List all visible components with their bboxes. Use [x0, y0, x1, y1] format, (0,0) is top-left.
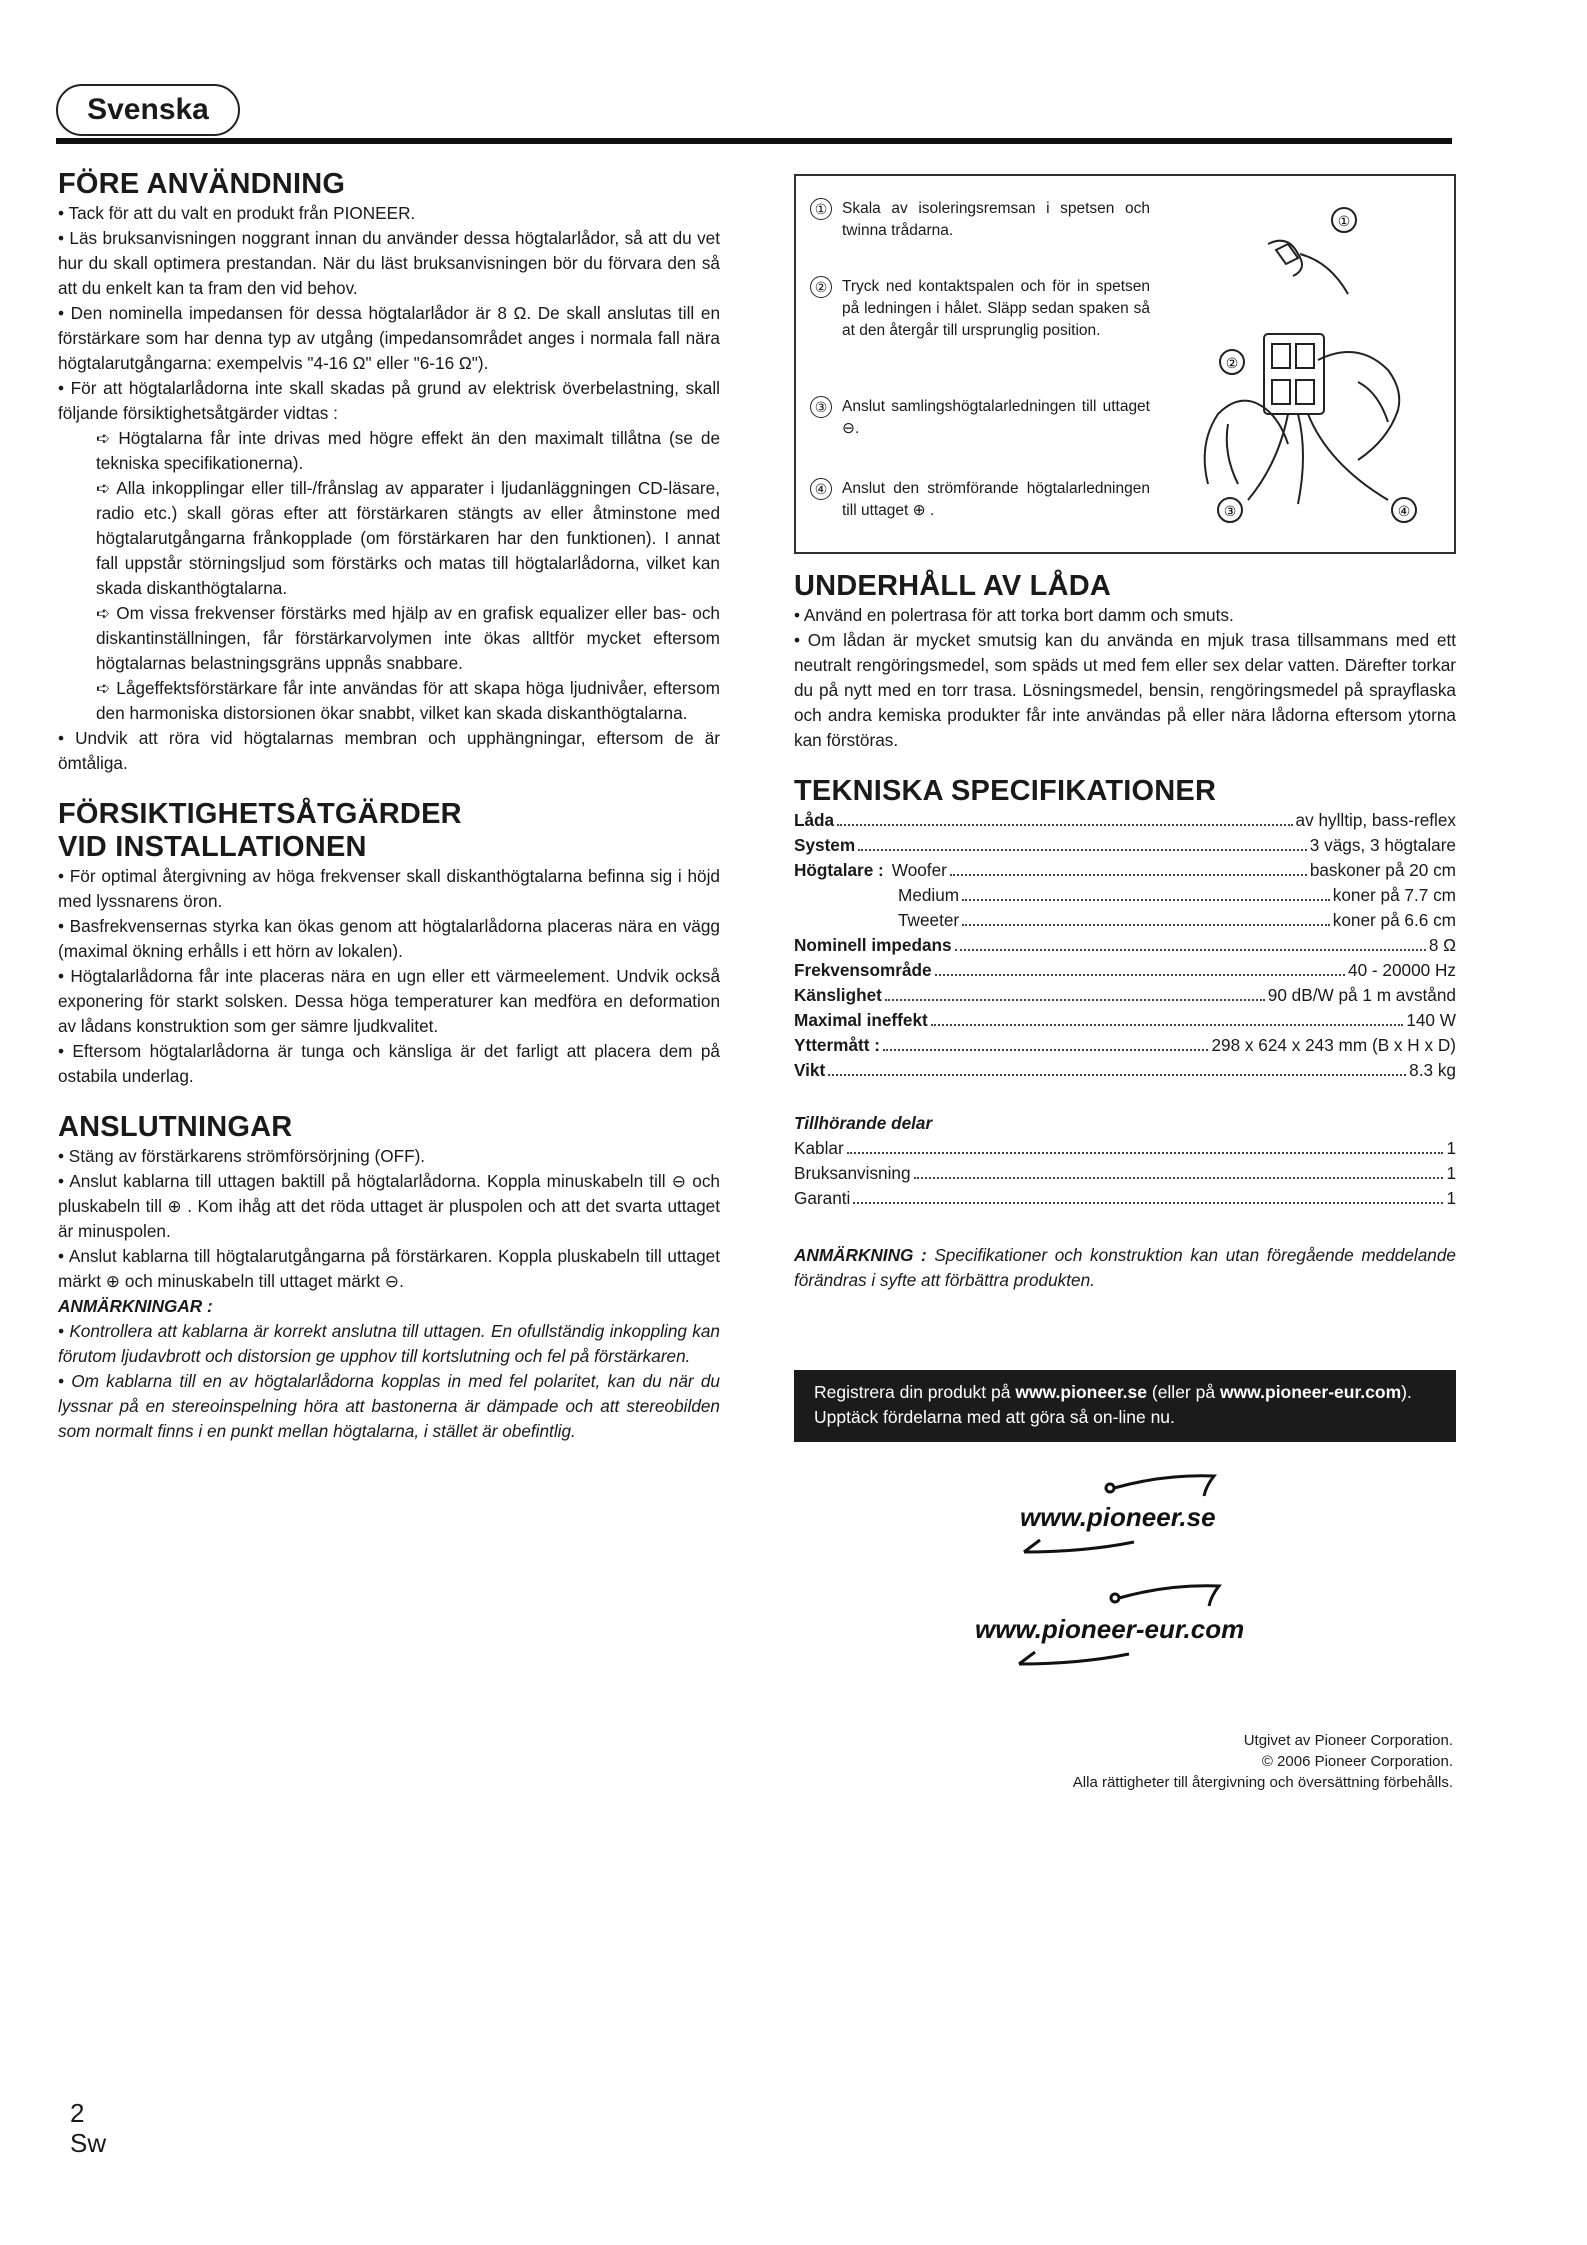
spec-row: [794, 883, 1456, 908]
section-title-precautions-1: FÖRSIKTIGHETSÅTGÄRDER: [58, 798, 462, 830]
paragraph: • Undvik att röra vid högtalarnas membran och upphängningar, eftersom de är ömtåliga.: [58, 728, 720, 773]
url-logo-eur[interactable]: www.pioneer-eur.com: [975, 1614, 1245, 1644]
paragraph: • Tack för att du valt en produkt från PIONEER.: [58, 203, 416, 223]
language-tab: [56, 84, 240, 136]
dot-leader: [950, 858, 1307, 876]
note-item: • Kontrollera att kablarna är korrekt anslutna till uttagen. En ofullständig inkoppling kan förutom ljudavbrott och distorsion ge upphov till kortslutning och fel på förstärkaren.: [58, 1321, 720, 1366]
paragraph: • Använd en polertrasa för att torka bort damm och smuts.: [794, 605, 1234, 625]
spec-row: [794, 933, 1456, 958]
left-column: [58, 168, 720, 1444]
dot-leader: [847, 1136, 1444, 1154]
callout-4: ④: [1397, 503, 1411, 519]
accessory-qty: 1: [1446, 1163, 1456, 1183]
publisher-line: Utgivet av Pioneer Corporation.: [1243, 1732, 1453, 1749]
spec-sublabel: Woofer: [891, 860, 947, 880]
spec-label: Känslighet: [794, 985, 882, 1005]
header-rule: [56, 138, 1452, 144]
accessory-row: [794, 1186, 1456, 1211]
dot-leader: [883, 1033, 1209, 1051]
step-number: ②: [810, 276, 832, 298]
spec-value: 8.3 kg: [1409, 1060, 1456, 1080]
spec-remark: [794, 1243, 1456, 1293]
spec-value: koner på 6.6 cm: [1332, 910, 1456, 930]
spec-value: koner på 7.7 cm: [1332, 885, 1456, 905]
spec-value: baskoner på 20 cm: [1309, 860, 1456, 880]
paragraph: • Den nominella impedansen för dessa högtalarlådor är 8 Ω. De skall anslutas till en förstärkare som har denna typ av utgång (impedansområdet anges i normala fall nära högtalarutgångarna: exempelvis "4-16 Ω" eller "6-16 Ω").: [58, 303, 720, 373]
reg-text: Registrera din produkt på: [814, 1382, 1016, 1402]
spec-table: [794, 808, 1456, 1083]
spec-value: 8 Ω: [1428, 935, 1456, 955]
paragraph: • För optimal återgivning av höga frekvenser skall diskanthögtalarna befinna sig i höjd med lyssnarens öron.: [58, 866, 720, 911]
section-title-before-use: FÖRE ANVÄNDNING: [58, 168, 346, 200]
sub-item: ➪ Högtalarna får inte drivas med högre effekt än den maximalt tillåtna (se de tekniska specifikationerna).: [96, 428, 720, 473]
callout-3: ③: [1223, 503, 1237, 519]
step-text: Anslut den strömförande högtalarledningen till uttaget ⊕ .: [842, 480, 1150, 519]
accessories-list: [794, 1136, 1456, 1211]
page-number-value: 2: [70, 2098, 85, 2128]
spec-row: [794, 908, 1456, 933]
url-logo-se[interactable]: www.pioneer.se: [1020, 1502, 1216, 1532]
dot-leader: [931, 1008, 1404, 1026]
paragraph: • Stäng av förstärkarens strömförsörjning (OFF).: [58, 1146, 426, 1166]
section-title-connections: ANSLUTNINGAR: [58, 1111, 293, 1143]
dot-leader: [935, 958, 1345, 976]
section-title-maintenance: UNDERHÅLL AV LÅDA: [794, 570, 1112, 602]
wiring-step-3: [810, 396, 1150, 440]
spec-label: Frekvensområde: [794, 960, 932, 980]
dot-leader: [837, 808, 1292, 826]
spec-value: 298 x 624 x 243 mm (B x H x D): [1211, 1035, 1456, 1055]
step-number: ③: [810, 396, 832, 418]
spec-value: 90 dB/W på 1 m avstånd: [1267, 985, 1456, 1005]
copyright-line: © 2006 Pioneer Corporation.: [1261, 1753, 1453, 1770]
dot-leader: [914, 1161, 1444, 1179]
accessory-label: Garanti: [794, 1188, 851, 1208]
wiring-step-2: [810, 276, 1150, 342]
spec-label: Högtalare :: [794, 860, 884, 880]
spec-value: 3 vägs, 3 högtalare: [1309, 835, 1456, 855]
spec-label: Maximal ineffekt: [794, 1010, 928, 1030]
dot-leader: [955, 933, 1426, 951]
paragraph: • Om lådan är mycket smutsig kan du använda en mjuk trasa tillsammans med ett neutralt rengöringsmedel, som späds ut med fem eller sex delar vatten. Därefter torkar du på nytt med en torr trasa. Lösningsmedel, bensin, rengöringsmedel på sprayflaska och andra kemiska produkter får inte användas på eller nära lådorna eftersom ytorna kan förstöras.: [794, 630, 1456, 750]
note-item: • Om kablarna till en av högtalarlådorna kopplas in med fel polaritet, kan du när du lyssnar på en stereoinspelning höra att bastonerna är dämpade och att stereobilden som normalt finns i en punkt mellan högtalarna, i stället är obefintlig.: [58, 1371, 720, 1441]
spec-row: [794, 1058, 1456, 1083]
callout-1: ①: [1337, 213, 1351, 229]
spec-label: Nominell impedans: [794, 935, 952, 955]
section-title-specs: TEKNISKA SPECIFIKATIONER: [794, 775, 1217, 807]
language-code: Sw: [70, 2128, 107, 2158]
reg-text: ).: [1401, 1382, 1412, 1402]
publisher-info: [853, 1730, 1453, 1793]
spec-sublabel: Tweeter: [898, 910, 960, 930]
section-title-precautions-2: VID INSTALLATIONEN: [58, 831, 367, 863]
remark-label: ANMÄRKNING :: [794, 1245, 927, 1265]
callout-2: ②: [1225, 355, 1239, 371]
spec-sublabel: Medium: [898, 885, 960, 905]
remark-text: Specifikationer och konstruktion kan utan föregående meddelande förändras i syfte att förbättra produkten.: [794, 1245, 1456, 1290]
registration-banner: [794, 1370, 1456, 1442]
spec-row: [794, 983, 1456, 1008]
dot-leader: [962, 908, 1330, 926]
page-number: [70, 2098, 106, 2158]
paragraph: • Läs bruksanvisningen noggrant innan du använder dessa högtalarlådor, så att du vet hur du skall optimera prestandan. När du läst bruksanvisningen bör du förvara den så att du enkelt kan ta fram den vid behov.: [58, 228, 720, 298]
step-text: Anslut samlingshögtalarledningen till uttaget ⊖.: [842, 398, 1150, 437]
registration-line-2: Upptäck fördelarna med att göra så on-line nu.: [814, 1407, 1175, 1427]
wiring-figure: [794, 174, 1456, 554]
dot-leader: [858, 833, 1307, 851]
spec-value: 40 - 20000 Hz: [1348, 960, 1456, 980]
wiring-step-4: [810, 478, 1150, 522]
spec-label: System: [794, 835, 856, 855]
dot-leader: [962, 883, 1330, 901]
paragraph: • För att högtalarlådorna inte skall skadas på grund av elektrisk överbelastning, skall följande försiktighetsåtgärder vidtas :: [58, 378, 720, 423]
reg-link-eur[interactable]: www.pioneer-eur.com: [1219, 1382, 1402, 1402]
accessory-label: Kablar: [794, 1138, 844, 1158]
terminal-illustration: [1168, 184, 1448, 544]
spec-row: [794, 858, 1456, 883]
spec-value: 140 W: [1406, 1010, 1456, 1030]
reg-link-se[interactable]: www.pioneer.se: [1015, 1382, 1147, 1402]
reg-text: (eller på: [1147, 1382, 1220, 1402]
step-text: Skala av isoleringsremsan i spetsen och twinna trådarna.: [842, 200, 1150, 239]
sub-item: ➪ Lågeffektsförstärkare får inte användas för att skapa höga ljudnivåer, eftersom den harmoniska distorsionen ökar snabbt, vilket kan skada diskanthögtalarna.: [96, 678, 720, 723]
accessory-row: [794, 1161, 1456, 1186]
right-column: [794, 570, 1456, 1293]
spec-label: Yttermått :: [794, 1035, 880, 1055]
spec-label: Låda: [794, 810, 835, 830]
accessory-label: Bruksanvisning: [794, 1163, 911, 1183]
accessories-heading: Tillhörande delar: [794, 1113, 933, 1133]
spec-row: [794, 808, 1456, 833]
notes-heading: ANMÄRKNINGAR :: [58, 1296, 213, 1316]
spec-row: [794, 1033, 1456, 1058]
step-number: ④: [810, 478, 832, 500]
dot-leader: [885, 983, 1265, 1001]
step-number: ①: [810, 198, 832, 220]
accessory-qty: 1: [1446, 1138, 1456, 1158]
sub-item: ➪ Alla inkopplingar eller till-/frånslag av apparater i ljudanläggningen CD-läsare, radio etc.) skall göras efter att förstärkaren stängts av eller åtminstone med högtalarutgångarna frånkopplade (om förstärkaren har den funktionen). I annat fall uppstår störningsljud som förstärks och matas till högtalarlådorna, vilket kan skada diskanthögtalarna.: [96, 478, 720, 598]
rights-line: Alla rättigheter till återgivning och översättning förbehålls.: [1072, 1774, 1453, 1791]
dot-leader: [853, 1186, 1443, 1204]
spec-label: Vikt: [794, 1060, 826, 1080]
accessory-row: [794, 1136, 1456, 1161]
wiring-step-1: [810, 198, 1150, 242]
paragraph: • Anslut kablarna till högtalarutgångarna på förstärkaren. Koppla pluskabeln till uttaget märkt ⊕ och minuskabeln till uttaget märkt ⊖.: [58, 1246, 720, 1291]
spec-row: [794, 833, 1456, 858]
step-text: Tryck ned kontaktspalen och för in spetsen på ledningen i hålet. Släpp sedan spaken så at den återgår till ursprunglig position.: [842, 278, 1150, 339]
paragraph: • Anslut kablarna till uttagen baktill på högtalarlådorna. Koppla minuskabeln till ⊖ och pluskabeln till ⊕ . Kom ihåg att det röda uttaget är pluspolen och att det svarta uttaget är minuspolen.: [58, 1171, 720, 1241]
spec-row: [794, 958, 1456, 983]
paragraph: • Högtalarlådorna får inte placeras nära en ugn eller ett värmeelement. Undvik också exponering för starkt solsken. Dessa höga temperaturer kan medföra en deformation av lådans konstruktion som ger sämre ljudkvalitet.: [58, 966, 720, 1036]
spec-row: [794, 1008, 1456, 1033]
sub-item: ➪ Om vissa frekvenser förstärks med hjälp av en grafisk equalizer eller bas- och diskantinställningen, får förstärkarvolymen inte ökas alltför mycket eftersom högtalarnas belastningsgräns uppnås snabbare.: [96, 603, 720, 673]
spec-value: av hylltip, bass-reflex: [1295, 810, 1456, 830]
paragraph: • Eftersom högtalarlådorna är tunga och känsliga är det farligt att placera dem på ostabila underlag.: [58, 1041, 720, 1086]
accessory-qty: 1: [1446, 1188, 1456, 1208]
paragraph: • Basfrekvensernas styrka kan ökas genom att högtalarlådorna placeras nära en vägg (maximal ökning erhålls i ett hörn av lokalen).: [58, 916, 720, 961]
dot-leader: [828, 1058, 1406, 1076]
registration-line-1: [814, 1380, 1436, 1405]
language-label: Svenska: [87, 93, 209, 126]
